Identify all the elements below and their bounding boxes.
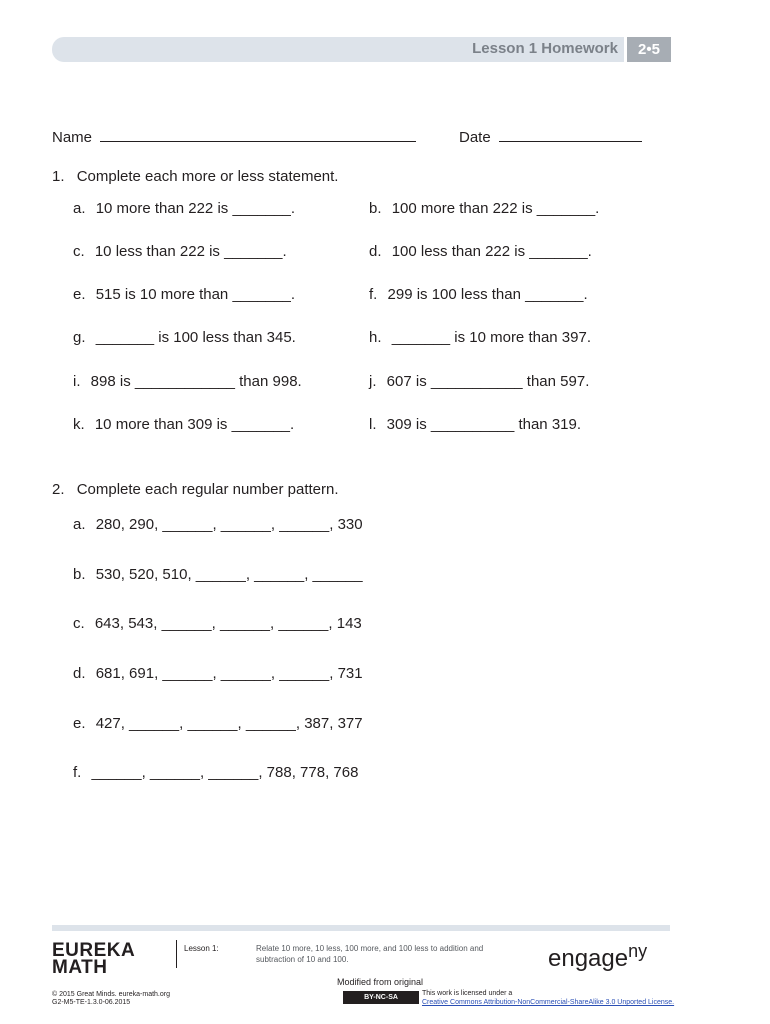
engageny-logo <box>548 941 648 973</box>
item-letter: a. <box>73 516 86 533</box>
item-letter: d. <box>369 243 382 260</box>
item-text: 643, 543, ______, ______, ______, 143 <box>94 615 362 632</box>
date-line <box>499 127 642 142</box>
engage-text: engage <box>548 945 629 972</box>
item-text: 427, ______, ______, ______, 387, 377 <box>95 715 363 732</box>
item-text: 299 is 100 less than _______. <box>387 286 588 303</box>
name-label: Name <box>52 129 93 146</box>
license-text: This work is licensed under a <box>422 990 513 997</box>
p2-item-c <box>73 615 362 632</box>
item-text: 280, 290, ______, ______, ______, 330 <box>95 516 363 533</box>
footer-divider <box>176 940 177 968</box>
item-letter: i. <box>73 373 81 390</box>
item-text: 607 is ___________ than 597. <box>386 373 590 390</box>
module-code: G2-M5-TE-1.3.0-06.2015 <box>52 999 131 1006</box>
item-text: 898 is ____________ than 998. <box>90 373 302 390</box>
eureka-math-logo <box>52 942 135 976</box>
p1-item-f <box>369 286 588 303</box>
item-letter: c. <box>73 243 85 260</box>
problem-1-heading <box>52 168 338 185</box>
p1-item-h <box>369 329 591 346</box>
lesson-description-2: subtraction of 10 and 100. <box>256 955 349 964</box>
date-label: Date <box>459 129 491 146</box>
item-letter: e. <box>73 286 86 303</box>
item-letter: g. <box>73 329 86 346</box>
modified-note: Modified from original <box>337 977 424 987</box>
p1-item-k <box>73 416 294 433</box>
footer-rule <box>52 925 670 931</box>
item-text: 100 more than 222 is _______. <box>391 200 600 217</box>
problem-1-number: 1. <box>52 168 65 185</box>
p1-item-g <box>73 329 296 346</box>
lesson-badge: 2•5 <box>627 37 671 62</box>
p1-item-c <box>73 243 287 260</box>
name-field[interactable] <box>52 127 416 146</box>
p2-item-e <box>73 715 363 732</box>
p2-item-f <box>73 764 358 781</box>
date-field[interactable] <box>459 127 642 146</box>
logo-line-1: EUREKA <box>52 940 136 961</box>
item-text: 10 more than 222 is _______. <box>95 200 296 217</box>
p1-item-l <box>369 416 581 433</box>
item-letter: b. <box>369 200 382 217</box>
item-text: _______ is 10 more than 397. <box>391 329 592 346</box>
item-letter: a. <box>73 200 86 217</box>
item-text: 309 is __________ than 319. <box>386 416 582 433</box>
p1-item-i <box>73 373 302 390</box>
p1-item-j <box>369 373 589 390</box>
item-text: 681, 691, ______, ______, ______, 731 <box>95 665 363 682</box>
p1-item-e <box>73 286 295 303</box>
item-text: 100 less than 222 is _______. <box>391 243 592 260</box>
item-letter: h. <box>369 329 382 346</box>
item-text: 530, 520, 510, ______, ______, ______ <box>95 566 363 583</box>
item-letter: f. <box>73 764 82 781</box>
p1-item-a <box>73 200 295 217</box>
item-letter: l. <box>369 416 377 433</box>
problem-2-number: 2. <box>52 481 65 498</box>
problem-2-heading <box>52 481 339 498</box>
item-letter: k. <box>73 416 85 433</box>
p2-item-b <box>73 566 363 583</box>
item-letter: b. <box>73 566 86 583</box>
item-text: ______, ______, ______, 788, 778, 768 <box>91 764 359 781</box>
copyright: © 2015 Great Minds. eureka-math.org <box>52 991 170 998</box>
item-text: 10 less than 222 is _______. <box>94 243 287 260</box>
name-line <box>100 127 416 142</box>
lesson-label: Lesson 1: <box>184 944 219 953</box>
logo-line-2: MATH <box>52 957 108 978</box>
page-title: Lesson 1 Homework <box>472 40 618 57</box>
lesson-description-1: Relate 10 more, 10 less, 100 more, and 100 less to addition and <box>256 944 484 953</box>
p2-item-d <box>73 665 363 682</box>
item-letter: d. <box>73 665 86 682</box>
item-letter: e. <box>73 715 86 732</box>
problem-1-instruction: Complete each more or less statement. <box>76 168 339 185</box>
item-text: 515 is 10 more than _______. <box>95 286 296 303</box>
item-letter: f. <box>369 286 378 303</box>
item-text: _______ is 100 less than 345. <box>95 329 296 346</box>
p2-item-a <box>73 516 363 533</box>
cc-license-badge[interactable]: BY-NC-SA <box>343 991 419 1004</box>
license-link[interactable]: Creative Commons Attribution-NonCommercial-ShareAlike 3.0 Unported License. <box>422 999 675 1006</box>
item-text: 10 more than 309 is _______. <box>94 416 295 433</box>
p1-item-b <box>369 200 599 217</box>
p1-item-d <box>369 243 592 260</box>
item-letter: c. <box>73 615 85 632</box>
item-letter: j. <box>369 373 377 390</box>
ny-text: ny <box>628 941 648 961</box>
problem-2-instruction: Complete each regular number pattern. <box>76 481 339 498</box>
